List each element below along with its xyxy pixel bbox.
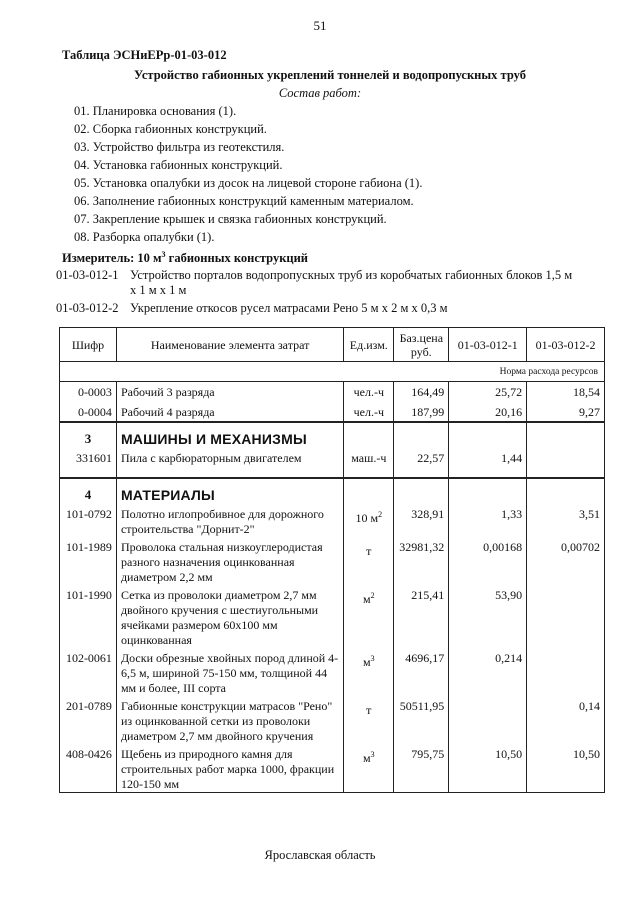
cell-code: 331601 — [60, 448, 117, 468]
header-price-line2: руб. — [410, 344, 432, 359]
cell-r1: 10,50 — [449, 744, 527, 793]
cell-unit: $м^3$ — [344, 648, 394, 696]
table-row — [60, 504, 605, 537]
work-item: 04. Установка габионных конструкций. — [74, 158, 283, 172]
cell-code: 0-0004 — [60, 402, 117, 422]
section-row — [60, 422, 605, 448]
cell-name: Рабочий 4 разряда — [116, 402, 343, 422]
cell-price: 22,57 — [394, 448, 449, 468]
cell-r2 — [527, 448, 605, 468]
header-r2: 01-03-012-2 — [527, 328, 605, 362]
cell-unit: чел.-ч — [344, 402, 394, 422]
table-title: Устройство габионных укреплений тоннелей и водопропускных труб — [134, 68, 526, 82]
table-row — [60, 585, 605, 648]
cell-r1: 20,16 — [449, 402, 527, 422]
cell-r1: 1,33 — [449, 504, 527, 537]
cell-name: Проволока стальная низкоуглеродистая разного назначения оцинкованная диаметром 2,2 мм — [116, 537, 343, 585]
cell-r2: 10,50 — [527, 744, 605, 793]
work-item: 02. Сборка габионных конструкций. — [74, 122, 267, 136]
cell-r2 — [527, 585, 605, 648]
cell-price: 795,75 — [394, 744, 449, 793]
resource-text-line1: Устройство порталов водопропускных труб из коробчатых габионных блоков 1,5 м — [130, 268, 573, 282]
cell-code: 0-0003 — [60, 382, 117, 402]
header-name: Наименование элемента затрат — [116, 328, 343, 362]
work-item: 06. Заполнение габионных конструкций каменным материалом. — [74, 194, 414, 208]
cell-price: 164,49 — [394, 382, 449, 402]
page-number: 51 — [313, 18, 327, 33]
cell-unit: т — [344, 696, 394, 744]
meter-rest: габионных конструкций — [165, 251, 308, 266]
cell-unit: 10 $м^2$ — [344, 504, 394, 537]
works-list — [74, 102, 422, 246]
section-title: МАТЕРИАЛЫ — [116, 478, 343, 504]
resource-code: 01-03-012-1 — [56, 268, 119, 282]
norm-label: Норма расхода ресурсов — [60, 362, 605, 382]
table-row — [60, 696, 605, 744]
cell-unit: чел.-ч — [344, 382, 394, 402]
composition-label: Состав работ: — [278, 86, 362, 100]
work-item: 01. Планировка основания (1). — [74, 104, 237, 118]
meter-line — [62, 250, 308, 266]
cell-r1: 0,00168 — [449, 537, 527, 585]
cell-r2: 0,14 — [527, 696, 605, 744]
cell-price: 328,91 — [394, 504, 449, 537]
cell-unit: т — [344, 537, 394, 585]
cell-price: 32981,32 — [394, 537, 449, 585]
resource-table — [59, 327, 605, 793]
work-item: 03. Устройство фильтра из геотекстиля. — [74, 140, 285, 154]
cell-r1: 53,90 — [449, 585, 527, 648]
table-row — [60, 382, 605, 402]
cell-price: 187,99 — [394, 402, 449, 422]
meter-sup: 3 — [161, 250, 166, 259]
norm-row — [60, 362, 605, 382]
table-row — [60, 648, 605, 696]
cell-code: 101-1990 — [60, 585, 117, 648]
cell-code: 101-1989 — [60, 537, 117, 585]
resource-definition — [56, 301, 616, 317]
cell-name: Габионные конструкции матрасов "Рено" из оцинкованной сетки из проволоки диаметром 2,7 мм двойного кручения — [116, 696, 343, 744]
cell-r1 — [449, 696, 527, 744]
work-item: 07. Закрепление крышек и связка габионных конструкций. — [74, 212, 387, 226]
resource-definition — [56, 268, 616, 298]
resource-text: Укрепление откосов русел матрасами Рено 5 м х 2 м х 0,3 м — [130, 301, 448, 315]
header-price — [394, 328, 449, 362]
cell-r1: 1,44 — [449, 448, 527, 468]
cell-r2 — [527, 648, 605, 696]
cell-unit: маш.-ч — [344, 448, 394, 468]
work-item: 05. Установка опалубки из досок на лицевой стороне габиона (1). — [74, 176, 423, 190]
cell-code: 408-0426 — [60, 744, 117, 793]
cell-r1: 0,214 — [449, 648, 527, 696]
cell-name: Пила с карбюраторным двигателем — [116, 448, 343, 468]
table-row — [60, 537, 605, 585]
cell-code: 102-0061 — [60, 648, 117, 696]
resource-text-line2: х 1 м х 1 м — [130, 283, 187, 297]
footer-region: Ярославская область — [264, 848, 376, 862]
cell-price: 4696,17 — [394, 648, 449, 696]
cell-r2: 3,51 — [527, 504, 605, 537]
cell-unit: $м^3$ — [344, 744, 394, 793]
cell-name: Доски обрезные хвойных пород длиной 4-6,5 м, шириной 75-150 мм, толщиной 44 мм и более, III сорта — [116, 648, 343, 696]
header-unit: Ед.изм. — [344, 328, 394, 362]
table-code: Таблица ЭСНиЕРр-01-03-012 — [62, 48, 227, 62]
section-row — [60, 478, 605, 504]
section-number: 3 — [60, 422, 117, 448]
table-header-row — [60, 328, 605, 362]
header-r1: 01-03-012-1 — [449, 328, 527, 362]
cell-unit: $м^2$ — [344, 585, 394, 648]
table-row — [60, 402, 605, 422]
cell-name: Сетка из проволоки диаметром 2,7 мм двойного кручения с шестиугольными ячейками размером 60х100 мм оцинкованная — [116, 585, 343, 648]
table-row — [60, 744, 605, 793]
header-code: Шифр — [60, 328, 117, 362]
section-number: 4 — [60, 478, 117, 504]
resource-code: 01-03-012-2 — [56, 301, 119, 315]
section-title: МАШИНЫ И МЕХАНИЗМЫ — [116, 422, 343, 448]
cell-r1: 25,72 — [449, 382, 527, 402]
cell-name: Рабочий 3 разряда — [116, 382, 343, 402]
cell-name: Полотно иглопробивное для дорожного строительства "Дорнит-2" — [116, 504, 343, 537]
resource-text — [130, 268, 610, 298]
header-price-line1: Баз.цена — [399, 330, 444, 345]
cell-code: 101-0792 — [60, 504, 117, 537]
cell-name: Щебень из природного камня для строительных работ марка 1000, фракции 120-150 мм — [116, 744, 343, 793]
cell-price: 50511,95 — [394, 696, 449, 744]
table-row — [60, 448, 605, 468]
cell-price: 215,41 — [394, 585, 449, 648]
work-item: 08. Разборка опалубки (1). — [74, 230, 215, 244]
cell-r2: 0,00702 — [527, 537, 605, 585]
cell-r2: 9,27 — [527, 402, 605, 422]
meter-label: Измеритель: 10 м — [62, 251, 162, 266]
cell-r2: 18,54 — [527, 382, 605, 402]
cell-code: 201-0789 — [60, 696, 117, 744]
